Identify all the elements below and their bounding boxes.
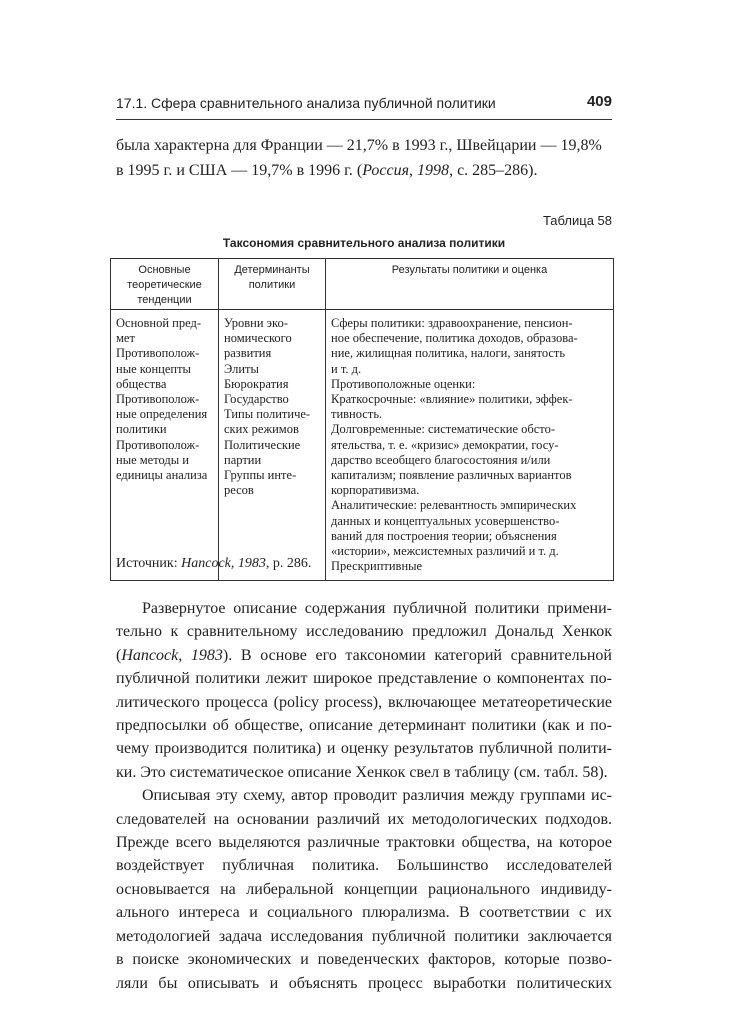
source-reference: Hancock, 1983: [181, 556, 266, 571]
citation: Hancock, 1983: [121, 646, 223, 664]
cell-line: Краткосрочные: «влияние» политики, эффек-: [331, 392, 573, 407]
cell-line: Противополож-: [116, 346, 200, 361]
cell-line: Сферы политики: здравоохранение, пенсион-: [331, 316, 573, 330]
cell-line: Детерминанты: [234, 264, 310, 276]
text-line: в поиске экономических и поведенческих факторов, которые позво-: [116, 951, 612, 969]
table-source: Источник: Hancock, 1983, p. 286.: [116, 556, 312, 571]
cell-line: политики: [116, 422, 167, 437]
cell-line: капитализм; появление различных вариантов: [331, 468, 572, 483]
cell-line: тенденции: [137, 294, 192, 306]
text-line: воздействует публичная политика. Большинство исследователей: [116, 857, 612, 875]
taxonomy-table: [110, 258, 614, 581]
section-title: 17.1. Сфера сравнительного анализа публичной политики: [116, 95, 496, 111]
text-line: чему производится политика) и оценку результатов публичной полити-: [116, 740, 612, 758]
text-line: тельно к сравнительному исследованию предложил Дональд Хенкок: [116, 623, 612, 641]
cell-line: политики: [248, 279, 296, 291]
cell-line: Аналитические: релевантность эмпирических: [331, 498, 577, 513]
body-text: [116, 597, 612, 995]
cell-line: Результаты политики и оценка: [391, 264, 548, 276]
text-line: предпосылки об обществе, описание детерминант политики (как и по-: [116, 717, 612, 735]
text-line: ляли бы описывать и объяснять процесс выработки политических: [116, 974, 612, 992]
cell-line: ресов: [224, 483, 254, 498]
text-line: Описывая эту схему, автор проводит различия между группами ис-: [142, 787, 612, 805]
cell-line: ные методы и: [116, 452, 189, 467]
text-line: (Hancock, 1983). В основе его таксономии категорий сравнительной: [116, 646, 612, 664]
cell-line: и т. д.: [331, 361, 362, 376]
table-number: Таблица 58: [542, 213, 612, 228]
cell-line: тивность.: [331, 407, 383, 422]
column-header-tendencies: [111, 259, 219, 310]
cell-line: ные определения: [116, 407, 208, 422]
cell-line: данных и концептуальных усовершенство-: [331, 513, 560, 528]
citation: Россия, 1998: [362, 162, 450, 179]
cell-line: номического: [224, 331, 292, 346]
cell-line: Государство: [224, 392, 289, 407]
table-cell-determinants: [219, 310, 326, 581]
cell-line: Основной пред-: [116, 316, 202, 330]
cell-line: «истории», межсистемных различий и т. д.: [331, 544, 559, 559]
text-line: литического процесса (policy process), включающее метатеоретические: [116, 693, 612, 711]
text-line: Прежде всего выделяются различные трактовки общества, на которое: [116, 834, 612, 852]
lead-line: в 1995 г. и США — 19,7% в 1996 г. (Россия, 1998, с. 285–286).: [116, 162, 538, 179]
cell-line: Типы политиче-: [224, 407, 311, 422]
lead-line: была характерна для Франции — 21,7% в 1993 г., Швейцарии — 19,8%: [116, 137, 602, 154]
cell-line: Противополож-: [116, 437, 200, 452]
cell-line: ние, жилищная политика, налоги, занятость: [331, 346, 566, 361]
cell-line: Прескриптивные: [331, 559, 423, 574]
cell-line: ваний для построения теории; объяснения: [331, 528, 557, 543]
column-header-results: [326, 259, 614, 310]
page-number: 409: [586, 93, 612, 110]
running-header: [116, 93, 612, 120]
text-line: следователей на основании различий их методологических подходов.: [116, 810, 612, 828]
cell-line: партии: [224, 452, 262, 467]
cell-line: теоретические: [127, 279, 202, 291]
cell-line: ные концепты: [116, 361, 191, 376]
cell-line: ное обеспечение, политика доходов, образова-: [331, 331, 578, 346]
cell-line: Группы инте-: [224, 468, 297, 483]
cell-line: Элиты: [224, 361, 259, 376]
text-line: публичной политики лежит широкое представление о компонентах по-: [116, 670, 612, 688]
cell-line: Противоположные оценки:: [331, 376, 476, 391]
cell-line: единицы анализа: [116, 468, 208, 483]
cell-line: Противополож-: [116, 392, 200, 407]
lead-paragraph: [116, 133, 612, 183]
cell-line: Политические: [224, 437, 301, 452]
text-line: методологией задача исследования публичной политики заключается: [116, 927, 612, 945]
table-row: [111, 310, 614, 581]
cell-line: корпоративизма.: [331, 483, 420, 498]
cell-line: Бюрократия: [224, 376, 289, 391]
cell-line: развития: [224, 346, 272, 361]
text-line: основывается на либеральной концепции рационального индивиду-: [116, 880, 612, 898]
text-line: ки. Это систематическое описание Хенкок свел в таблицу (см. табл. 58).: [116, 763, 608, 781]
table-cell-results: [326, 310, 614, 581]
text-line: Развернутое описание содержания публичной политики примени-: [142, 600, 612, 617]
cell-line: ятельства, т. е. «кризис» демократии, госу-: [331, 437, 559, 452]
column-header-determinants: [219, 259, 326, 310]
cell-line: Долговременные: систематические обсто-: [331, 422, 555, 437]
table-title: Таксономия сравнительного анализа политики: [222, 236, 506, 250]
cell-line: Уровни эко-: [224, 316, 288, 330]
cell-line: мет: [116, 331, 135, 346]
text-line: ального интереса и социального плюрализма. В соответствии с их: [116, 904, 612, 922]
cell-line: общества: [116, 376, 167, 391]
cell-line: ских режимов: [224, 422, 299, 437]
cell-line: дарство всеобщего благосостояния и/или: [331, 452, 551, 467]
cell-line: Основные: [138, 264, 191, 276]
table-cell-tendencies: [111, 310, 219, 581]
